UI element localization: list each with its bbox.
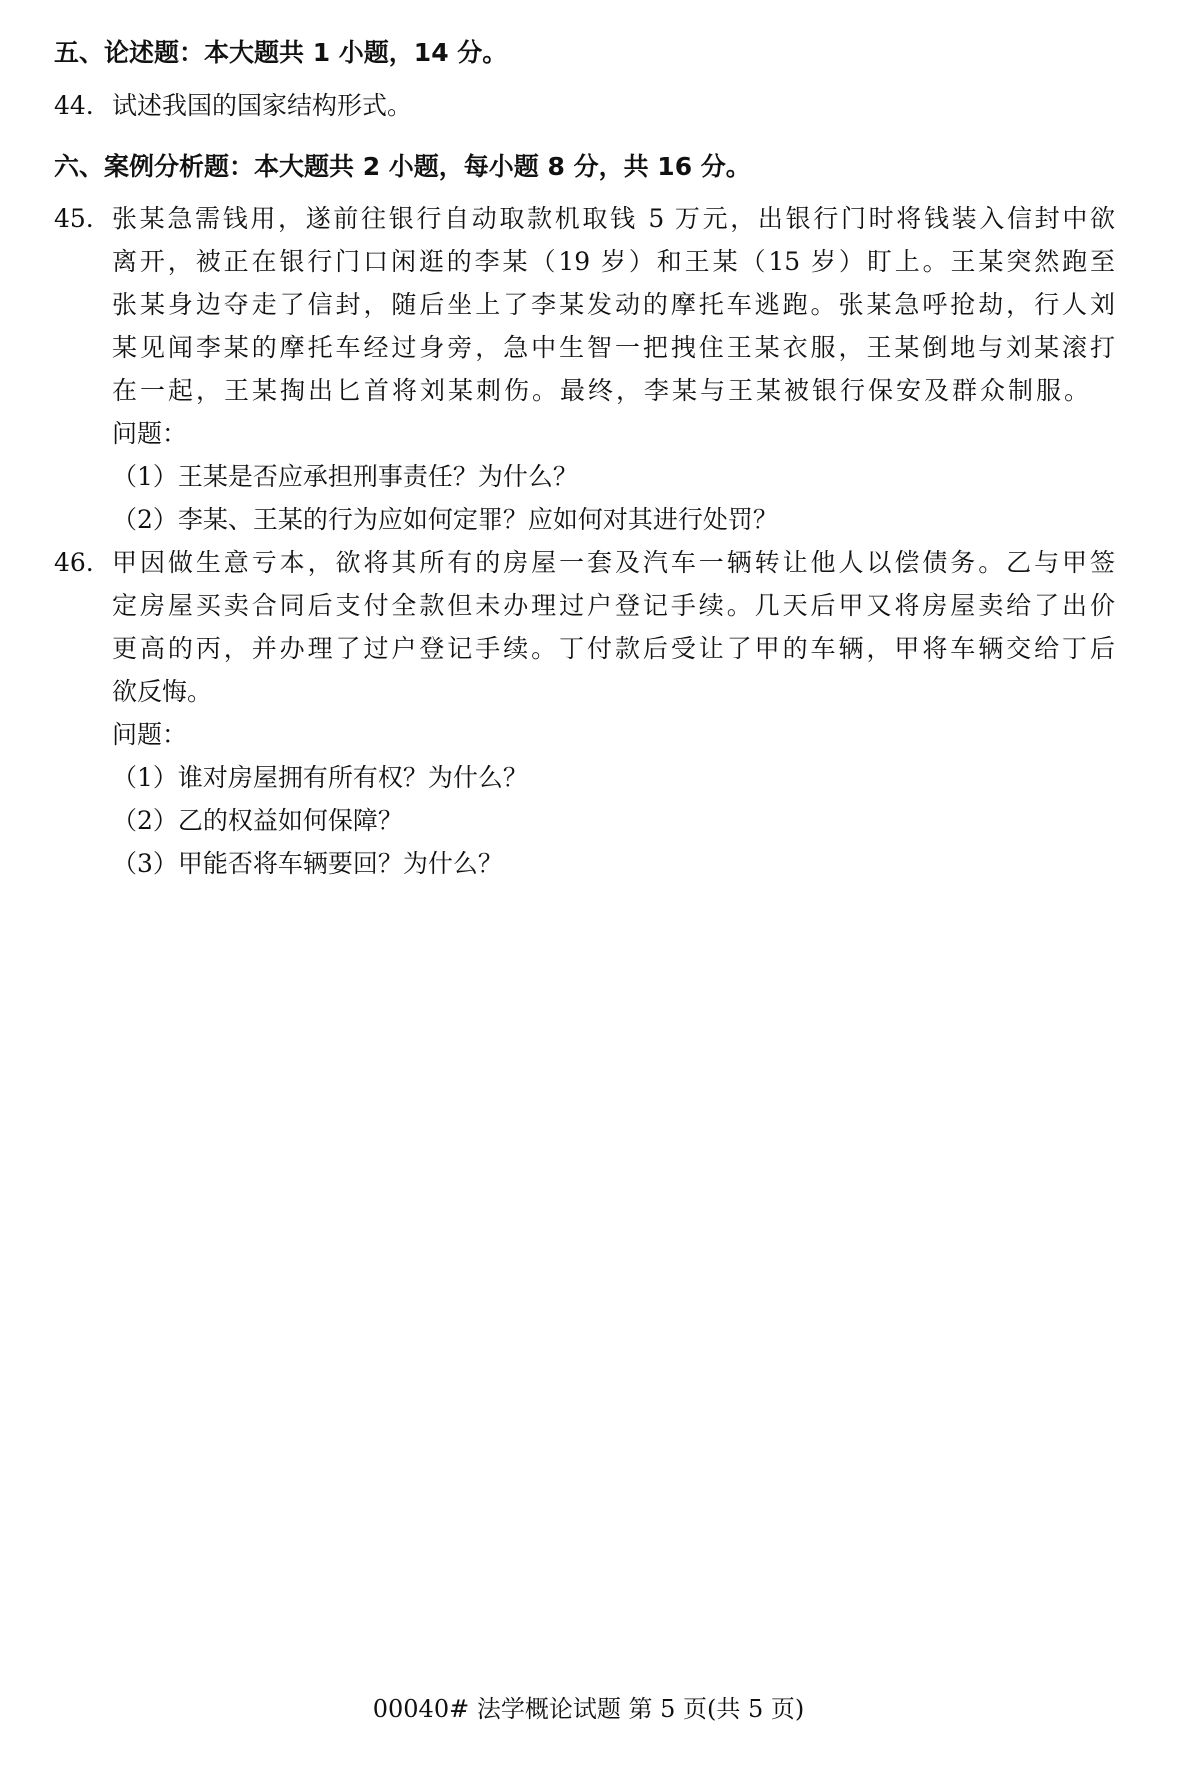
question-45-label: 问题：: [112, 419, 188, 448]
question-46-sub-3: （3）甲能否将车辆要回？为什么？: [112, 849, 503, 878]
question-45-line: 张某身边夺走了信封，随后坐上了李某发动的摩托车逃跑。张某急呼抢劫，行人刘: [112, 290, 1115, 319]
question-45-line: 某见闻李某的摩托车经过身旁，急中生智一把拽住王某衣服，王某倒地与刘某滚打: [112, 333, 1115, 362]
question-46-line: 更高的丙，并办理了过户登记手续。丁付款后受让了甲的车辆，甲将车辆交给丁后: [112, 634, 1115, 663]
question-46-sub-1: （1）谁对房屋拥有所有权？为什么？: [112, 763, 528, 792]
question-45-line: 离开，被正在银行门口闲逛的李某（19 岁）和王某（15 岁）盯上。王某突然跑至: [112, 247, 1115, 276]
section-6-heading: 六、案例分析题：本大题共 2 小题，每小题 8 分，共 16 分。: [54, 152, 751, 181]
question-45-sub-2: （2）李某、王某的行为应如何定罪？应如何对其进行处罚？: [112, 505, 778, 534]
question-46-number: 46.: [54, 548, 94, 577]
question-45-line: 在一起，王某掏出匕首将刘某刺伤。最终，李某与王某被银行保安及群众制服。: [112, 376, 1093, 405]
section-5-heading: 五、论述题：本大题共 1 小题，14 分。: [54, 38, 508, 67]
question-45-line: 张某急需钱用，遂前往银行自动取款机取钱 5 万元，出银行门时将钱装入信封中欲: [112, 204, 1115, 233]
question-46-line: 甲因做生意亏本，欲将其所有的房屋一套及汽车一辆转让他人以偿债务。乙与甲签: [112, 548, 1115, 577]
question-46-line: 欲反悔。: [112, 677, 213, 706]
question-45-sub-1: （1）王某是否应承担刑事责任？为什么？: [112, 462, 578, 491]
question-46-line: 定房屋买卖合同后支付全款但未办理过户登记手续。几天后甲又将房屋卖给了出价: [112, 591, 1115, 620]
question-44-number: 44.: [54, 91, 94, 120]
question-46-label: 问题：: [112, 720, 188, 749]
page-footer: 00040# 法学概论试题 第 5 页(共 5 页): [372, 1695, 805, 1723]
question-46-sub-2: （2）乙的权益如何保障？: [112, 806, 403, 835]
question-44-text: 试述我国的国家结构形式。: [112, 91, 413, 120]
question-45-number: 45.: [54, 204, 94, 233]
